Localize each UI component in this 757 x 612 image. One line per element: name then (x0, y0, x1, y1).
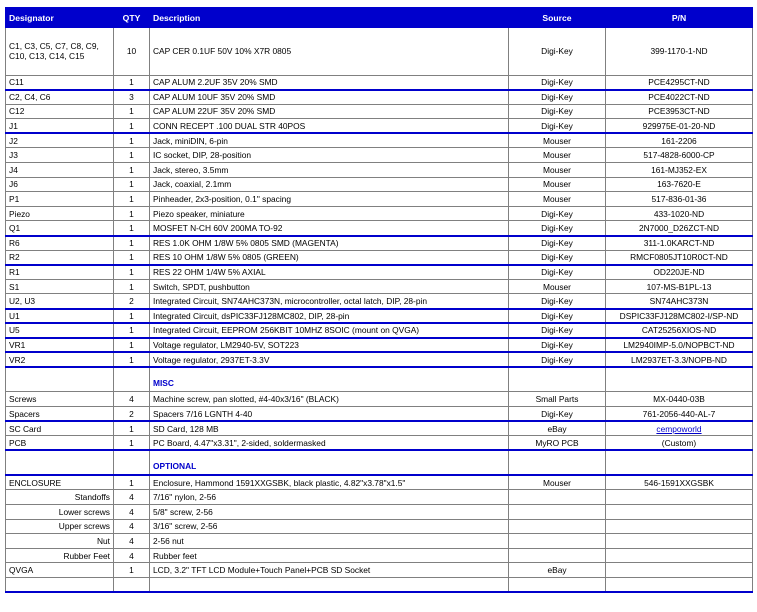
source-cell: Mouser (509, 133, 606, 148)
designator-cell: Spacers (6, 406, 114, 421)
qty-cell: 1 (114, 133, 150, 148)
source-cell: Digi-Key (509, 104, 606, 119)
qty-cell: 3 (114, 90, 150, 105)
description-cell: Integrated Circuit, SN74AHC373N, microcontroller, octal latch, DIP, 28-pin (150, 294, 509, 309)
table-row (6, 519, 753, 534)
qty-cell: 1 (114, 192, 150, 207)
table-row (6, 221, 753, 236)
description-cell: Voltage regulator, 2937ET-3.3V (150, 352, 509, 367)
qty-cell: 1 (114, 206, 150, 221)
table-row (6, 279, 753, 294)
source-cell (509, 519, 606, 534)
description-cell: Integrated Circuit, dsPIC33FJ128MC802, DIP, 28-pin (150, 309, 509, 324)
source-cell: eBay (509, 421, 606, 436)
table-row (6, 148, 753, 163)
table-row (6, 421, 753, 436)
empty-cell (6, 450, 114, 475)
part-number-cell: PCE4295CT-ND (606, 75, 753, 90)
table-row (6, 90, 753, 105)
qty-cell: 1 (114, 309, 150, 324)
part-number-cell (606, 504, 753, 519)
qty-cell: 4 (114, 519, 150, 534)
part-number-cell: 761-2056-440-AL-7 (606, 406, 753, 421)
designator-cell: VR1 (6, 338, 114, 353)
designator-cell: C2, C4, C6 (6, 90, 114, 105)
description-cell: RES 10 OHM 1/8W 5% 0805 (GREEN) (150, 250, 509, 265)
designator-cell: P1 (6, 192, 114, 207)
qty-cell: 1 (114, 323, 150, 338)
source-cell: Digi-Key (509, 90, 606, 105)
table-row (6, 563, 753, 578)
designator-cell: C11 (6, 75, 114, 90)
empty-cell (114, 577, 150, 592)
source-cell: Digi-Key (509, 119, 606, 134)
qty-cell: 1 (114, 236, 150, 251)
empty-cell (6, 367, 114, 392)
part-number-cell: LM2940IMP-5.0/NOPBCT-ND (606, 338, 753, 353)
table-row (6, 490, 753, 505)
source-cell: Digi-Key (509, 294, 606, 309)
designator-cell: Rubber Feet (6, 548, 114, 563)
source-cell: Small Parts (509, 392, 606, 407)
qty-cell: 1 (114, 250, 150, 265)
designator-cell: U2, U3 (6, 294, 114, 309)
part-number-cell: PCE4022CT-ND (606, 90, 753, 105)
source-cell: Digi-Key (509, 236, 606, 251)
table-row (6, 236, 753, 251)
qty-cell: 1 (114, 177, 150, 192)
designator-cell: VR2 (6, 352, 114, 367)
empty-cell (150, 577, 509, 592)
description-cell: MOSFET N-CH 60V 200MA TO-92 (150, 221, 509, 236)
empty-cell (606, 367, 753, 392)
description-cell: Rubber feet (150, 548, 509, 563)
description-cell: 7/16" nylon, 2-56 (150, 490, 509, 505)
table-row (6, 392, 753, 407)
source-cell: Digi-Key (509, 206, 606, 221)
description-cell: Jack, miniDIN, 6-pin (150, 133, 509, 148)
optional-section-row (6, 450, 753, 475)
qty-cell: 1 (114, 119, 150, 134)
part-number-cell: 107-MS-B1PL-13 (606, 279, 753, 294)
part-number-cell: 399-1170-1-ND (606, 27, 753, 75)
table-row (6, 206, 753, 221)
designator-cell: Piezo (6, 206, 114, 221)
table-row (6, 119, 753, 134)
designator-cell: S1 (6, 279, 114, 294)
table-row (6, 265, 753, 280)
designator-cell: R1 (6, 265, 114, 280)
qty-cell: 1 (114, 352, 150, 367)
designator-cell: C1, C3, C5, C7, C8, C9, C10, C13, C14, C15 (6, 27, 114, 75)
qty-cell: 4 (114, 548, 150, 563)
description-cell: CAP ALUM 10UF 35V 20% SMD (150, 90, 509, 105)
source-cell: Mouser (509, 475, 606, 490)
table-row (6, 250, 753, 265)
description-cell: SD Card, 128 MB (150, 421, 509, 436)
part-number-cell: LM2937ET-3.3/NOPB-ND (606, 352, 753, 367)
optional-section-label: OPTIONAL (150, 450, 509, 475)
qty-cell: 1 (114, 163, 150, 178)
empty-cell (509, 577, 606, 592)
table-row (6, 534, 753, 549)
qty-cell: 1 (114, 279, 150, 294)
qty-cell: 2 (114, 406, 150, 421)
qty-cell: 4 (114, 534, 150, 549)
part-number-cell: 2N7000_D26ZCT-ND (606, 221, 753, 236)
table-row (6, 436, 753, 451)
source-cell (509, 534, 606, 549)
table-row (6, 352, 753, 367)
designator-cell: SC Card (6, 421, 114, 436)
source-cell: Mouser (509, 148, 606, 163)
source-cell: Digi-Key (509, 406, 606, 421)
designator-cell: Lower screws (6, 504, 114, 519)
source-cell (509, 548, 606, 563)
part-number-cell: 163-7620-E (606, 177, 753, 192)
description-cell: Enclosure, Hammond 1591XXGSBK, black plastic, 4.82"x3.78"x1.5" (150, 475, 509, 490)
source-cell: Digi-Key (509, 323, 606, 338)
empty-cell (509, 367, 606, 392)
designator-cell: Nut (6, 534, 114, 549)
designator-cell: PCB (6, 436, 114, 451)
table-row (6, 406, 753, 421)
part-number-cell: 546-1591XXGSBK (606, 475, 753, 490)
source-cell: Digi-Key (509, 75, 606, 90)
table-row (6, 104, 753, 119)
source-cell: Digi-Key (509, 250, 606, 265)
designator-cell: U5 (6, 323, 114, 338)
source-cell: Mouser (509, 163, 606, 178)
designator-cell: C12 (6, 104, 114, 119)
part-number-cell: 311-1.0KARCT-ND (606, 236, 753, 251)
empty-cell (114, 450, 150, 475)
description-cell: 3/16" screw, 2-56 (150, 519, 509, 534)
designator-cell: J4 (6, 163, 114, 178)
designator-cell: QVGA (6, 563, 114, 578)
part-number-cell: 161-2206 (606, 133, 753, 148)
designator-cell: Screws (6, 392, 114, 407)
empty-cell (509, 450, 606, 475)
table-row (6, 475, 753, 490)
qty-cell: 1 (114, 265, 150, 280)
table-row (6, 133, 753, 148)
empty-row (6, 577, 753, 592)
designator-cell: J3 (6, 148, 114, 163)
misc-section-row (6, 367, 753, 392)
qty-cell: 1 (114, 421, 150, 436)
source-cell (509, 490, 606, 505)
source-cell: Digi-Key (509, 309, 606, 324)
description-cell: Voltage regulator, LM2940-5V, SOT223 (150, 338, 509, 353)
description-cell: LCD, 3.2" TFT LCD Module+Touch Panel+PCB SD Socket (150, 563, 509, 578)
source-cell: Mouser (509, 279, 606, 294)
header-source: Source (509, 8, 606, 27)
designator-cell: J1 (6, 119, 114, 134)
qty-cell: 1 (114, 221, 150, 236)
description-cell: 2-56 nut (150, 534, 509, 549)
part-number-cell: SN74AHC373N (606, 294, 753, 309)
qty-cell: 4 (114, 504, 150, 519)
designator-cell: Q1 (6, 221, 114, 236)
source-cell (509, 504, 606, 519)
description-cell: CAP CER 0.1UF 50V 10% X7R 0805 (150, 27, 509, 75)
table-row (6, 177, 753, 192)
part-number-cell: RMCF0805JT10R0CT-ND (606, 250, 753, 265)
part-number-cell (606, 563, 753, 578)
qty-cell: 1 (114, 475, 150, 490)
designator-cell: ENCLOSURE (6, 475, 114, 490)
table-row (6, 504, 753, 519)
empty-cell (606, 450, 753, 475)
table-row (6, 294, 753, 309)
description-cell: RES 22 OHM 1/4W 5% AXIAL (150, 265, 509, 280)
part-number-cell: 929975E-01-20-ND (606, 119, 753, 134)
header-description: Description (150, 8, 509, 27)
table-row (6, 323, 753, 338)
part-number-cell: (Custom) (606, 436, 753, 451)
part-number-cell (606, 490, 753, 505)
source-cell: Digi-Key (509, 27, 606, 75)
description-cell: CAP ALUM 22UF 35V 20% SMD (150, 104, 509, 119)
description-cell: RES 1.0K OHM 1/8W 5% 0805 SMD (MAGENTA) (150, 236, 509, 251)
source-cell: Digi-Key (509, 338, 606, 353)
part-number-cell: 161-MJ352-EX (606, 163, 753, 178)
qty-cell: 1 (114, 104, 150, 119)
header-qty: QTY (114, 8, 150, 27)
part-number-cell: CAT25256XIOS-ND (606, 323, 753, 338)
part-number-cell: 517-4828-6000-CP (606, 148, 753, 163)
source-cell: Mouser (509, 192, 606, 207)
qty-cell: 2 (114, 294, 150, 309)
description-cell: Piezo speaker, miniature (150, 206, 509, 221)
part-number-cell: 517-836-01-36 (606, 192, 753, 207)
table-row (6, 192, 753, 207)
empty-cell (6, 577, 114, 592)
empty-cell (114, 367, 150, 392)
designator-cell: Standoffs (6, 490, 114, 505)
part-number-cell (606, 421, 753, 436)
qty-cell: 1 (114, 338, 150, 353)
part-number-cell: MX-0440-03B (606, 392, 753, 407)
description-cell: Spacers 7/16 LGNTH 4-40 (150, 406, 509, 421)
table-row (6, 309, 753, 324)
part-number-cell: DSPIC33FJ128MC802-I/SP-ND (606, 309, 753, 324)
description-cell: CAP ALUM 2.2UF 35V 20% SMD (150, 75, 509, 90)
designator-cell: R6 (6, 236, 114, 251)
description-cell: Jack, stereo, 3.5mm (150, 163, 509, 178)
description-cell: Jack, coaxial, 2.1mm (150, 177, 509, 192)
part-number-cell: 433-1020-ND (606, 206, 753, 221)
description-cell: Machine screw, pan slotted, #4-40x3/16" (BLACK) (150, 392, 509, 407)
bom-table (5, 7, 753, 593)
table-row (6, 27, 753, 75)
seller-link[interactable]: cempoworld (656, 423, 702, 434)
description-cell: PC Board, 4.47"x3.31", 2-sided, soldermasked (150, 436, 509, 451)
description-cell: Integrated Circuit, EEPROM 256KBIT 10MHZ 8SOIC (mount on QVGA) (150, 323, 509, 338)
source-cell: Digi-Key (509, 352, 606, 367)
source-cell: Mouser (509, 177, 606, 192)
empty-cell (606, 577, 753, 592)
description-cell: IC socket, DIP, 28-position (150, 148, 509, 163)
source-cell: Digi-Key (509, 265, 606, 280)
designator-cell: J2 (6, 133, 114, 148)
misc-section-label: MISC (150, 367, 509, 392)
designator-cell: J6 (6, 177, 114, 192)
source-cell: Digi-Key (509, 221, 606, 236)
source-cell: MyRO PCB (509, 436, 606, 451)
description-cell: Pinheader, 2x3-position, 0.1" spacing (150, 192, 509, 207)
qty-cell: 10 (114, 27, 150, 75)
part-number-cell: OD220JE-ND (606, 265, 753, 280)
qty-cell: 4 (114, 490, 150, 505)
table-row (6, 548, 753, 563)
designator-cell: U1 (6, 309, 114, 324)
table-row (6, 163, 753, 178)
part-number-cell (606, 548, 753, 563)
part-number-cell: PCE3953CT-ND (606, 104, 753, 119)
qty-cell: 1 (114, 75, 150, 90)
qty-cell: 1 (114, 563, 150, 578)
qty-cell: 1 (114, 148, 150, 163)
description-cell: CONN RECEPT .100 DUAL STR 40POS (150, 119, 509, 134)
designator-cell: R2 (6, 250, 114, 265)
header-pn: P/N (606, 8, 753, 27)
part-number-cell (606, 534, 753, 549)
header-row (6, 8, 753, 27)
description-cell: Switch, SPDT, pushbutton (150, 279, 509, 294)
header-designator: Designator (6, 8, 114, 27)
source-cell: eBay (509, 563, 606, 578)
table-row (6, 338, 753, 353)
table-row (6, 75, 753, 90)
description-cell: 5/8" screw, 2-56 (150, 504, 509, 519)
qty-cell: 4 (114, 392, 150, 407)
qty-cell: 1 (114, 436, 150, 451)
designator-cell: Upper screws (6, 519, 114, 534)
part-number-cell (606, 519, 753, 534)
